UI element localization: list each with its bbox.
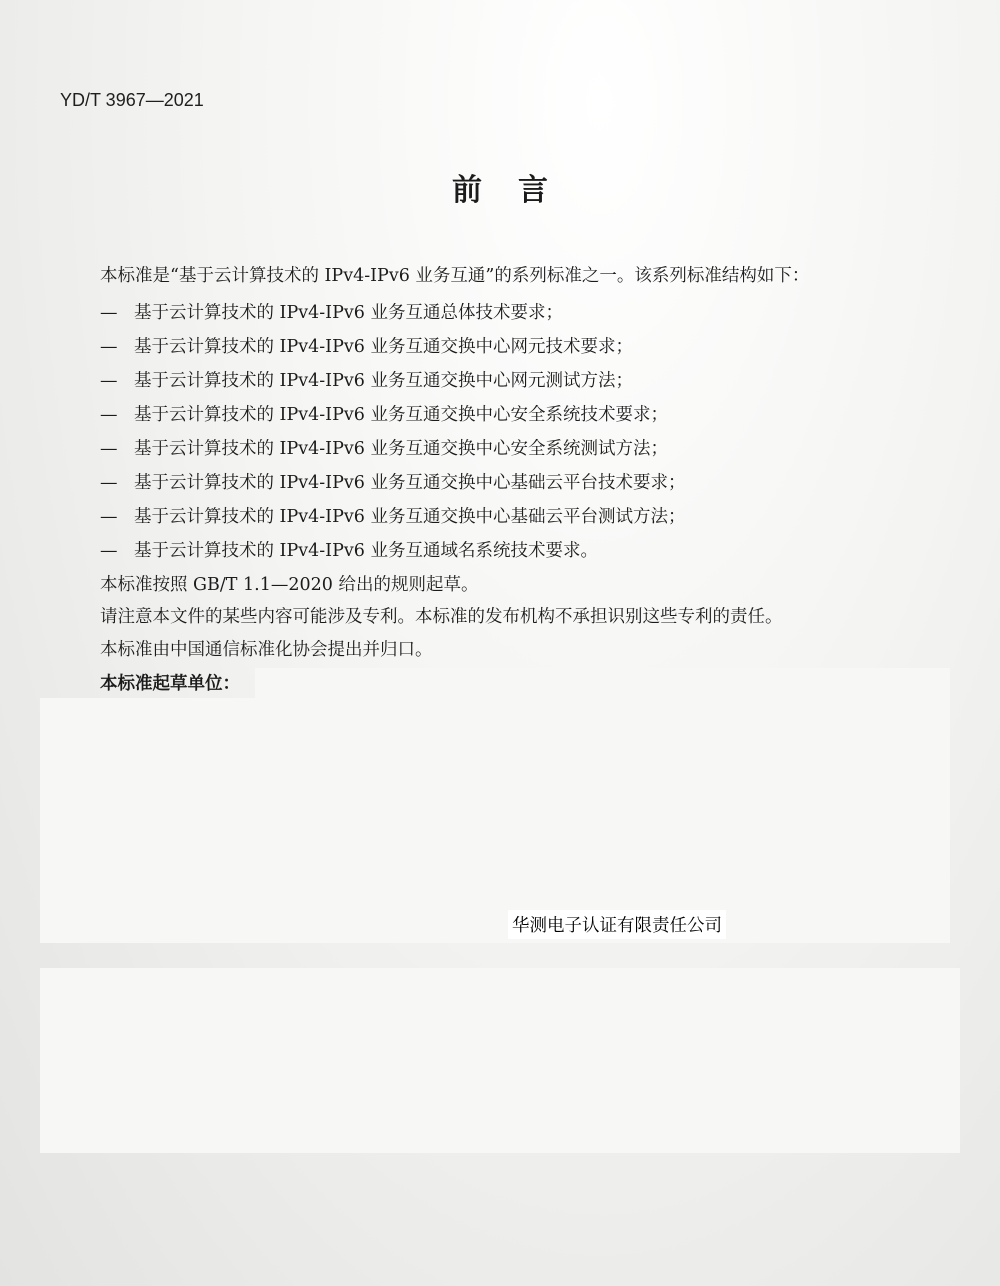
list-item: — 基于云计算技术的 IPv4-IPv6 业务互通交换中心基础云平台测试方法； <box>100 507 686 527</box>
list-item: — 基于云计算技术的 IPv4-IPv6 业务互通交换中心安全系统技术要求； <box>100 405 668 425</box>
series-list <box>100 296 685 568</box>
redacted-block <box>40 698 950 943</box>
redacted-block <box>255 668 950 698</box>
drafting-rule-paragraph: 本标准按照 GB/T 1.1—2020 给出的规则起草。 <box>100 575 479 595</box>
document-code: YD/T 3967—2021 <box>60 90 204 110</box>
intro-paragraph: 本标准是“基于云计算技术的 IPv4-IPv6 业务互通”的系列标准之一。该系列标准结构如下： <box>100 266 810 286</box>
redacted-block <box>40 968 960 1153</box>
highlighted-drafting-unit: 华测电子认证有限责任公司 <box>508 910 726 939</box>
list-item: — 基于云计算技术的 IPv4-IPv6 业务互通交换中心网元技术要求； <box>100 337 633 357</box>
list-item: — 基于云计算技术的 IPv4-IPv6 业务互通交换中心网元测试方法； <box>100 371 633 391</box>
patent-notice-paragraph: 请注意本文件的某些内容可能涉及专利。本标准的发布机构不承担识别这些专利的责任。 <box>100 607 783 627</box>
list-item: — 基于云计算技术的 IPv4-IPv6 业务互通交换中心安全系统测试方法； <box>100 439 668 459</box>
drafting-units-label: 本标准起草单位： <box>100 674 240 694</box>
list-item: — 基于云计算技术的 IPv4-IPv6 业务互通总体技术要求； <box>100 303 563 323</box>
page-title: 前言 <box>452 173 584 208</box>
list-item: — 基于云计算技术的 IPv4-IPv6 业务互通交换中心基础云平台技术要求； <box>100 473 686 493</box>
proposer-paragraph: 本标准由中国通信标准化协会提出并归口。 <box>100 640 433 660</box>
list-item: — 基于云计算技术的 IPv4-IPv6 业务互通域名系统技术要求。 <box>100 541 598 561</box>
